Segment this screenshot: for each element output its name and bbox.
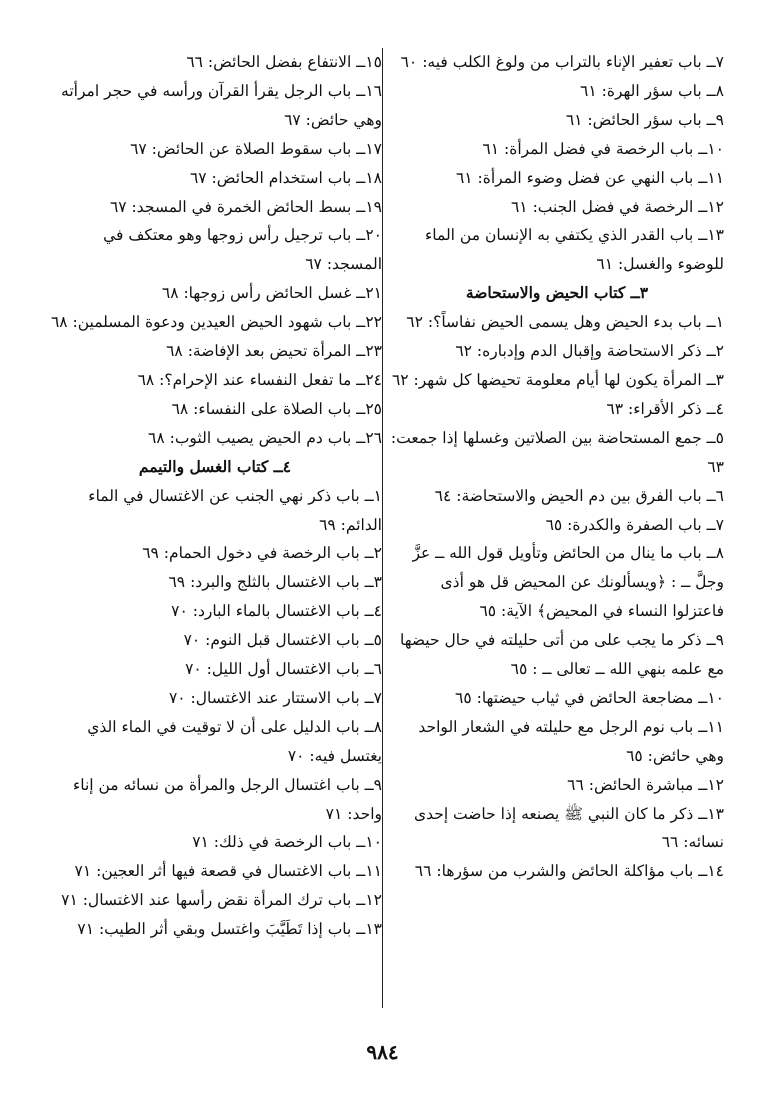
index-entry: ٢٤ــ ما تفعل النفساء عند الإحرام؟: ٦٨ bbox=[137, 370, 382, 389]
index-entry: ٢٠ــ باب ترجيل رأس زوجها وهو معتكف في المسجد: ٦٧ bbox=[103, 226, 382, 274]
index-entry: ٣ــ باب الاغتسال بالثلج والبرد: ٦٩ bbox=[168, 573, 382, 592]
index-entry: ٢٦ــ باب دم الحيض يصيب الثوب: ٦٨ bbox=[148, 428, 382, 447]
index-entry: ٨ــ باب ما ينال من الحائض وتأويل قول الله ــ عزَّ وجلَّ ــ : ﴿ويسألونك عن المحيض قل هو أذى فاعتزلوا النساء في المحيض﴾ الآية: ٦٥ bbox=[412, 544, 724, 621]
index-entry: ١٠ــ مضاجعة الحائض في ثياب حيضتها: ٦٥ bbox=[455, 688, 724, 707]
index-entry: ٧ــ باب الاستتار عند الاغتسال: ٧٠ bbox=[168, 688, 382, 707]
index-entry: ١١ــ باب نوم الرجل مع حليلته في الشعار الواحد وهي حائض: ٦٥ bbox=[418, 717, 724, 765]
index-column-left bbox=[48, 48, 382, 944]
index-entry: ٩ــ باب اغتسال الرجل والمرأة من نسائه من إناء واحد: ٧١ bbox=[72, 775, 382, 823]
index-entry: ١٢ــ الرخصة في فضل الجنب: ٦١ bbox=[510, 197, 724, 216]
chapter-heading: ٤ــ كتاب الغسل والتيمم bbox=[138, 456, 292, 476]
index-entry: ١ــ باب ذكر نهي الجنب عن الاغتسال في الماء الدائم: ٦٩ bbox=[88, 486, 382, 534]
index-entry: ١٨ــ باب استخدام الحائض: ٦٧ bbox=[189, 168, 382, 187]
index-entry: ١٢ــ مباشرة الحائض: ٦٦ bbox=[567, 775, 724, 794]
index-entry: ١٥ــ الانتفاع بفضل الحائض: ٦٦ bbox=[186, 53, 382, 71]
index-entry: ١١ــ باب الاغتسال في قصعة فيها أثر العجين: ٧١ bbox=[74, 862, 382, 881]
index-entry: ٢ــ باب الرخصة في دخول الحمام: ٦٩ bbox=[142, 544, 382, 563]
index-column-right bbox=[390, 48, 724, 886]
index-entry: ١٣ــ ذكر ما كان النبي ﷺ يصنعه إذا حاضت إحدى نسائه: ٦٦ bbox=[413, 804, 724, 852]
index-entry: ١٠ــ باب الرخصة في ذلك: ٧١ bbox=[192, 833, 382, 852]
index-entry: ٨ــ باب الدليل على أن لا توقيت في الماء الذي يغتسل فيه: ٧٠ bbox=[87, 717, 382, 765]
index-entry: ٥ــ جمع المستحاضة بين الصلاتين وغسلها إذا جمعت: ٦٣ bbox=[390, 428, 724, 476]
index-entry: ١٩ــ بسط الحائض الخمرة في المسجد: ٦٧ bbox=[109, 197, 382, 216]
index-entry: ١٣ــ باب القدر الذي يكتفي به الإنسان من الماء للوضوء والغسل: ٦١ bbox=[424, 226, 724, 274]
page-number: ٩٨٤ bbox=[366, 1040, 399, 1064]
index-entry: ٧ــ باب الصفرة والكدرة: ٦٥ bbox=[545, 515, 724, 534]
index-entry: ٣ــ المرأة يكون لها أيام معلومة تحيضها كل شهر: ٦٢ bbox=[391, 370, 724, 389]
index-entry: ٩ــ باب سؤر الحائض: ٦١ bbox=[565, 110, 724, 129]
index-entry: ١٦ــ باب الرجل يقرأ القرآن ورأسه في حجر امرأته وهي حائض: ٦٧ bbox=[61, 81, 382, 129]
index-entry: ٧ــ باب تعفير الإناء بالتراب من ولوغ الكلب فيه: ٦٠ bbox=[400, 53, 724, 71]
index-entry: ١١ــ باب النهي عن فضل وضوء المرأة: ٦١ bbox=[455, 168, 724, 187]
chapter-heading: ٣ــ كتاب الحيض والاستحاضة bbox=[465, 283, 649, 303]
index-entry: ٤ــ باب الاغتسال بالماء البارد: ٧٠ bbox=[171, 602, 382, 621]
index-entry: ٢٣ــ المرأة تحيض بعد الإفاضة: ٦٨ bbox=[166, 342, 382, 361]
index-entry: ١٧ــ باب سقوط الصلاة عن الحائض: ٦٧ bbox=[130, 139, 382, 158]
column-divider bbox=[382, 48, 383, 1008]
index-entry: ٢١ــ غسل الحائض رأس زوجها: ٦٨ bbox=[161, 284, 382, 303]
index-entry: ٢ــ ذكر الاستحاضة وإقبال الدم وإدباره: ٦٢ bbox=[455, 342, 724, 361]
index-entry: ٨ــ باب سؤر الهرة: ٦١ bbox=[580, 81, 724, 100]
index-entry: ٥ــ باب الاغتسال قبل النوم: ٧٠ bbox=[183, 631, 382, 650]
index-entry: ١٠ــ باب الرخصة في فضل المرأة: ٦١ bbox=[482, 139, 724, 158]
index-entry: ٦ــ باب الاغتسال أول الليل: ٧٠ bbox=[185, 660, 382, 679]
index-entry: ١ــ باب بدء الحيض وهل يسمى الحيض نفاساً؟: ٦٢ bbox=[406, 313, 724, 332]
index-entry: ٤ــ ذكر الأقراء: ٦٣ bbox=[606, 399, 724, 418]
index-entry: ٢٢ــ باب شهود الحيض العيدين ودعوة المسلمين: ٦٨ bbox=[50, 313, 382, 332]
index-entry: ٢٥ــ باب الصلاة على النفساء: ٦٨ bbox=[171, 399, 382, 418]
index-entry: ١٤ــ باب مؤاكلة الحائض والشرب من سؤرها: ٦٦ bbox=[414, 862, 724, 881]
index-entry: ١٣ــ باب إذا تَطَيَّبَ واغتسل وبقي أثر الطيب: ٧١ bbox=[77, 920, 382, 939]
index-entry: ٦ــ باب الفرق بين دم الحيض والاستحاضة: ٦٤ bbox=[434, 486, 724, 505]
index-entry: ٩ــ ذكر ما يجب على من أتى حليلته في حال حيضها مع علمه بنهي الله ــ تعالى ــ : ٦٥ bbox=[400, 631, 724, 679]
index-entry: ١٢ــ باب ترك المرأة نقض رأسها عند الاغتسال: ٧١ bbox=[61, 891, 382, 910]
